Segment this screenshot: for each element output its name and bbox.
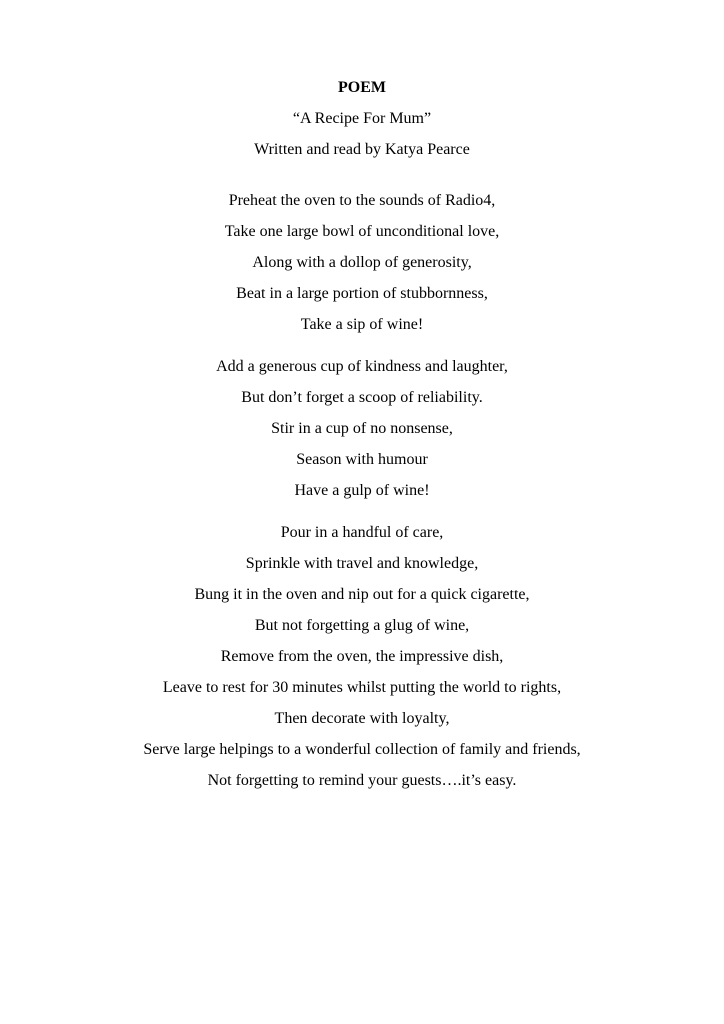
poem-line: Take a sip of wine! (300, 316, 424, 333)
document-heading: POEM (338, 79, 386, 96)
poem-line: Not forgetting to remind your guests….it’s easy. (207, 772, 517, 789)
poem-line: Serve large helpings to a wonderful collection of family and friends, (143, 741, 581, 758)
poem-line: Remove from the oven, the impressive dish, (220, 648, 504, 665)
poem-title: “A Recipe For Mum” (292, 110, 432, 127)
poem-line: Leave to rest for 30 minutes whilst putting the world to rights, (162, 679, 562, 696)
poem-line: But don’t forget a scoop of reliability. (241, 389, 483, 406)
poem-line: Have a gulp of wine! (294, 482, 430, 499)
poem-line: Beat in a large portion of stubbornness, (236, 285, 488, 302)
poem-line: Take one large bowl of unconditional love, (224, 223, 500, 240)
poem-line: Then decorate with loyalty, (274, 710, 450, 727)
poem-line: Preheat the oven to the sounds of Radio4, (228, 192, 496, 209)
poem-byline: Written and read by Katya Pearce (254, 141, 470, 158)
poem-line: Pour in a handful of care, (280, 524, 444, 541)
poem-line: Season with humour (296, 451, 428, 468)
poem-line: But not forgetting a glug of wine, (254, 617, 470, 634)
poem-line: Stir in a cup of no nonsense, (271, 420, 453, 437)
poem-line: Along with a dollop of generosity, (252, 254, 472, 271)
poem-line: Add a generous cup of kindness and laughter, (216, 358, 508, 375)
poem-line: Sprinkle with travel and knowledge, (245, 555, 479, 572)
poem-line: Bung it in the oven and nip out for a quick cigarette, (194, 586, 530, 603)
